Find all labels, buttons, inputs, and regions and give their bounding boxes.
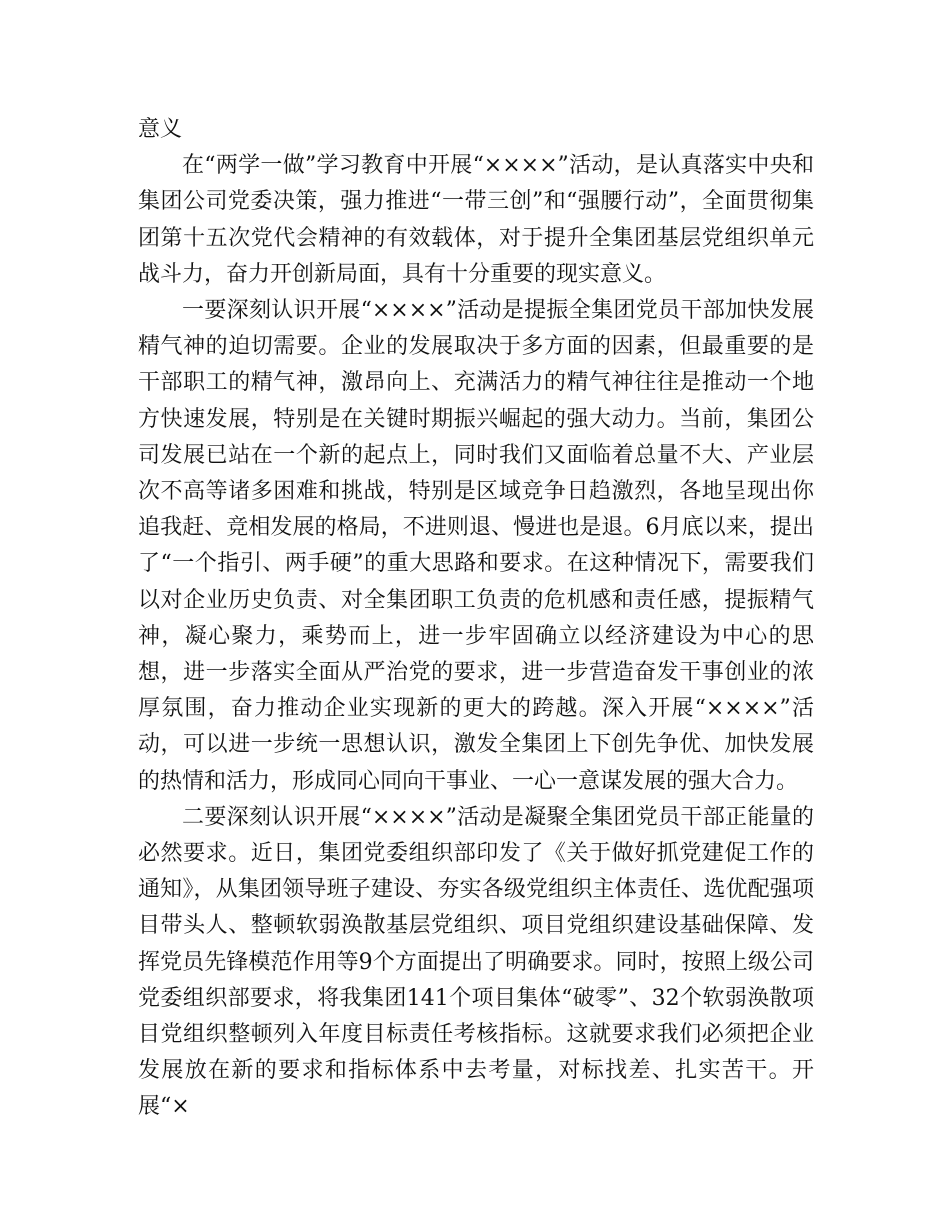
document-page bbox=[138, 112, 814, 1126]
section-heading-tail: 意义 bbox=[138, 117, 183, 142]
paragraph-significance: 在“两学一做”学习教育中开展“××××”活动，是认真落实中央和集团公司党委决策，强力推进“一带三创”和“强腰行动”，全面贯彻集团第十五次党代会精神的有效载体，对于提升全集团基层党组织单元战斗力，奋力开创新局面，具有十分重要的现实意义。 bbox=[138, 153, 814, 287]
paragraph-point-two: 二要深刻认识开展“××××”活动是凝聚全集团党员干部正能量的必然要求。近日，集团党委组织部印发了《关于做好抓党建促工作的通知》，从集团领导班子建设、夯实各级党组织主体责任、选优配强项目带头人、整顿软弱涣散基层党组织、项目党组织建设基础保障、发挥党员先锋模范作用等9个方面提出了明确要求。同时，按照上级公司党委组织部要求，将我集团141个项目集体“破零”、32个软弱涣散项目党组织整顿列入年度目标责任考核指标。这就要求我们必须把企业发展放在新的要求和指标体系中去考量，对标找差、扎实苦干。开展“× bbox=[138, 804, 814, 1120]
paragraph-point-one: 一要深刻认识开展“××××”活动是提振全集团党员干部加快发展精气神的迫切需要。企业的发展取决于多方面的因素，但最重要的是干部职工的精气神，激昂向上、充满活力的精气神往往是推动一个地方快速发展，特别是在关键时期振兴崛起的强大动力。当前，集团公司发展已站在一个新的起点上，同时我们又面临着总量不大、产业层次不高等诸多困难和挑战，特别是区域竞争日趋激烈，各地呈现出你追我赶、竞相发展的格局，不进则退、慢进也是退。6月底以来，提出了“一个指引、两手硬”的重大思路和要求。在这种情况下，需要我们以对企业历史负责、对全集团职工负责的危机感和责任感，提振精气神，凝心聚力，乘势而上，进一步牢固确立以经济建设为中心的思想，进一步落实全面从严治党的要求，进一步营造奋发干事创业的浓厚氛围，奋力推动企业实现新的更大的跨越。深入开展“××××”活动，可以进一步统一思想认识，激发全集团上下创先争优、加快发展的热情和活力，形成同心同向干事业、一心一意谋发展的强大合力。 bbox=[138, 298, 814, 794]
